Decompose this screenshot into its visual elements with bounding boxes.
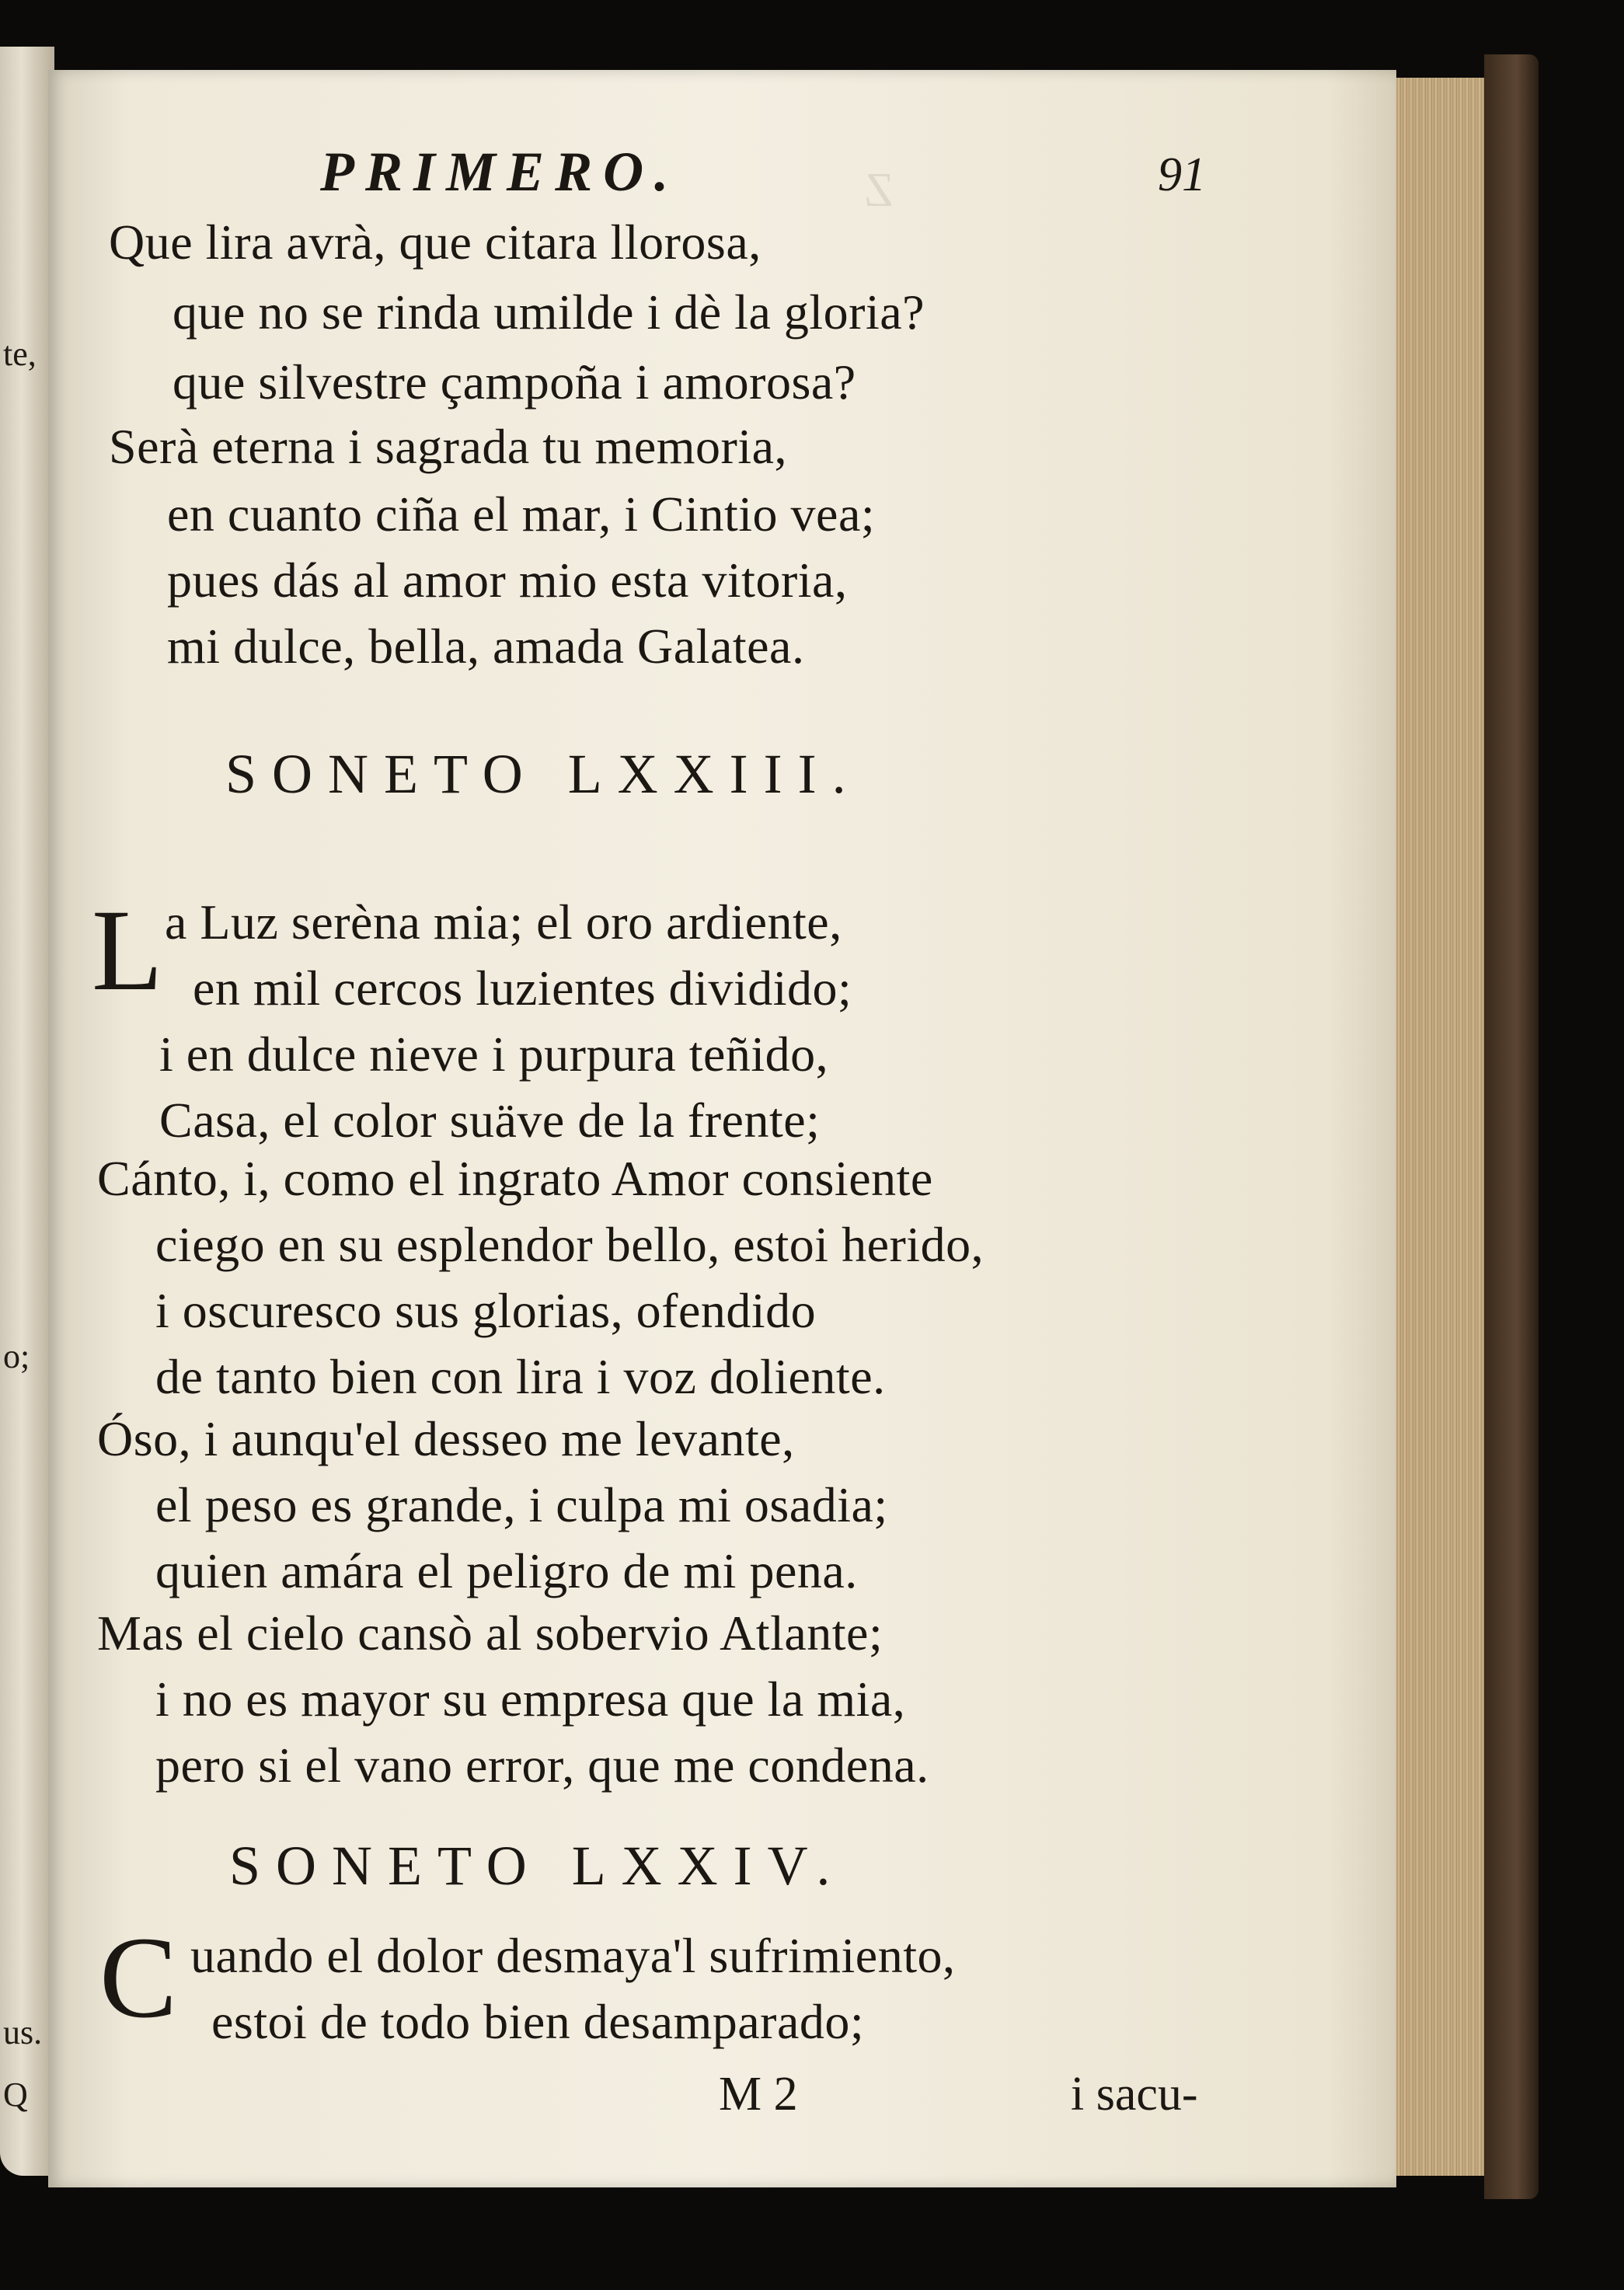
verse-line: estoi de todo bien desamparado; [211, 1994, 865, 2049]
book-cover-board [1484, 54, 1539, 2199]
facing-page-fragment: us. [3, 2013, 43, 2051]
verse-line: Casa, el color suäve de la frente; [159, 1093, 821, 1148]
facing-page-fragment: te, [3, 335, 37, 373]
verse-line: ciego en su esplendor bello, estoi herido, [155, 1217, 985, 1272]
folio-number: 91 [1158, 148, 1206, 201]
facing-page-fragment: o; [3, 1337, 30, 1375]
verse-line: i oscuresco sus glorias, ofendido [155, 1283, 817, 1338]
verse-line: uando el dolor desmaya'l sufrimiento, [190, 1928, 956, 1983]
sonnet-heading: SONETO LXXIII. [225, 743, 862, 805]
verse-line: de tanto bien con lira i voz doliente. [155, 1349, 886, 1404]
catchword: i sacu- [1071, 2068, 1198, 2121]
verse-line: Cánto, i, como el ingrato Amor consiente [97, 1151, 933, 1206]
verse-line: en cuanto ciña el mar, i Cintio vea; [167, 486, 876, 542]
facing-page-edge [0, 47, 54, 2176]
verse-line: pero si el vano error, que me condena. [155, 1738, 929, 1793]
verse-line: que silvestre çampoña i amorosa? [173, 354, 856, 410]
drop-cap: C [99, 1913, 178, 2042]
verse-line: a Luz serèna mia; el oro ardiente, [165, 894, 842, 950]
verse-line: Serà eterna i sagrada tu memoria, [109, 419, 787, 474]
verse-line: mi dulce, bella, amada Galatea. [167, 619, 805, 674]
drop-cap: L [92, 886, 163, 1015]
show-through: Z [864, 164, 894, 217]
verse-line: que no se rinda umilde i dè la gloria? [173, 284, 925, 340]
verse-line: i en dulce nieve i purpura teñido, [159, 1026, 829, 1082]
verse-line: pues dás al amor mio esta vitoria, [167, 552, 848, 608]
verse-line: en mil cercos luzientes dividido; [193, 960, 852, 1016]
verse-line: Óso, i aunqu'el desseo me levante, [97, 1411, 795, 1466]
sonnet-heading: SONETO LXXIV. [229, 1835, 846, 1897]
verse-line: el peso es grande, i culpa mi osadia; [155, 1477, 888, 1532]
verse-line: quien amára el peligro de mi pena. [155, 1543, 858, 1598]
signature-mark: M 2 [719, 2068, 798, 2121]
verse-line: i no es mayor su empresa que la mia, [155, 1671, 906, 1727]
verse-line: Mas el cielo cansò al sobervio Atlante; [97, 1605, 883, 1661]
running-head: PRIMERO. [320, 141, 680, 203]
facing-page-fragment: Q [3, 2076, 28, 2114]
verse-line: Que lira avrà, que citara llorosa, [109, 214, 761, 270]
